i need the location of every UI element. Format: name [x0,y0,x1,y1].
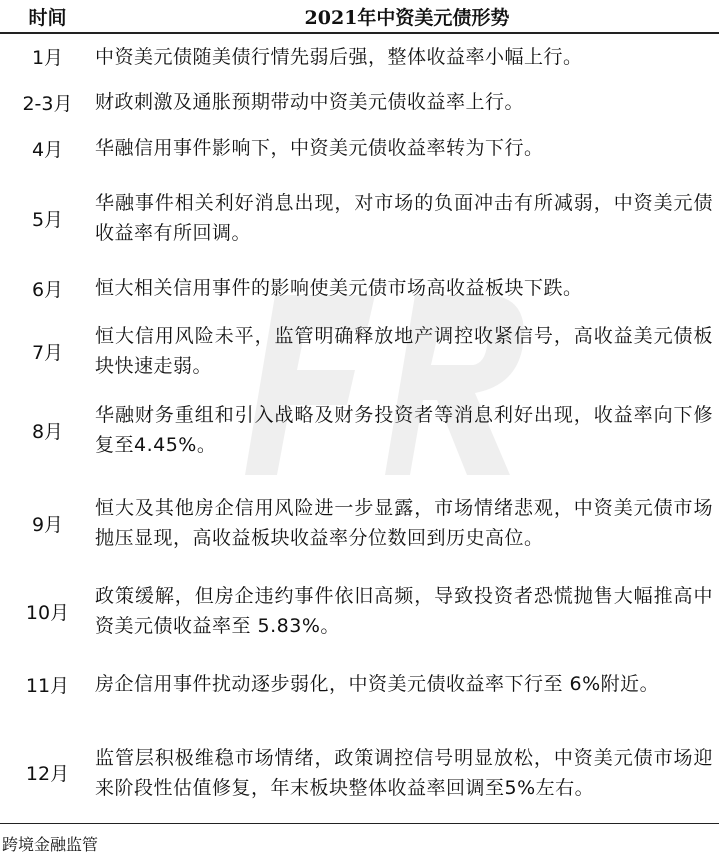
description-cell: 恒大相关信用事件的影响使美元债市场高收益板块下跌。 [95,277,583,299]
table-row [0,125,719,171]
month-cell: 2-3月 [22,92,73,115]
table-row [0,577,719,645]
description-cell: 监管层积极维稳市场情绪，政策调控信号明显放松，中资美元债市场迎来阶段性估值修复，年末板块整体收益率回调至5%左右。 [95,723,719,823]
header-title: 2021年中资美元债形势 [95,0,719,33]
description-cell: 恒大信用风险未平，监管明确释放地产调控收紧信号，高收益美元债板块快速走弱。 [95,325,713,377]
table-row [0,171,719,265]
month-cell: 5月 [31,208,64,231]
table-row [0,469,719,577]
description-cell: 政策缓解，但房企违约事件依旧高频，导致投资者恐慌抛售大幅推高中资美元债收益率至 5.83%。 [95,585,713,637]
description-cell: 华融事件相关利好消息出现，对市场的负面冲击有所减弱，中资美元债收益率有所回调。 [95,192,713,244]
month-cell: 6月 [31,278,64,301]
description-cell: 华融信用事件影响下，中资美元债收益率转为下行。 [95,137,544,159]
table-row [0,391,719,469]
month-cell: 10月 [25,601,70,624]
table-header-row [0,0,719,33]
header-time: 时间 [0,0,95,33]
table-row [0,33,719,79]
table-row [0,645,719,723]
month-cell: 12月 [0,723,95,823]
table-row [0,79,719,125]
month-cell: 4月 [31,138,64,161]
table-row [0,311,719,391]
month-cell: 7月 [31,341,64,364]
month-cell: 11月 [25,674,70,697]
month-cell: 9月 [31,513,64,536]
description-cell: 华融财务重组和引入战略及财务投资者等消息利好出现，收益率向下修复至4.45%。 [95,404,713,456]
description-cell: 房企信用事件扰动逐步弱化，中资美元债收益率下行至 6%附近。 [95,673,660,695]
month-cell: 8月 [31,420,64,443]
source-credit: 跨境金融监管 [2,835,99,854]
table-row [0,265,719,311]
table-row [0,723,719,823]
month-cell: 1月 [31,47,64,69]
description-cell: 恒大及其他房企信用风险进一步显露，市场情绪悲观，中资美元债市场抛压显现，高收益板块收益率分位数回到历史高位。 [95,497,713,549]
description-cell: 中资美元债随美债行情先弱后强，整体收益率小幅上行。 [95,45,583,68]
description-cell: 财政刺激及通胀预期带动中资美元债收益率上行。 [95,91,525,113]
